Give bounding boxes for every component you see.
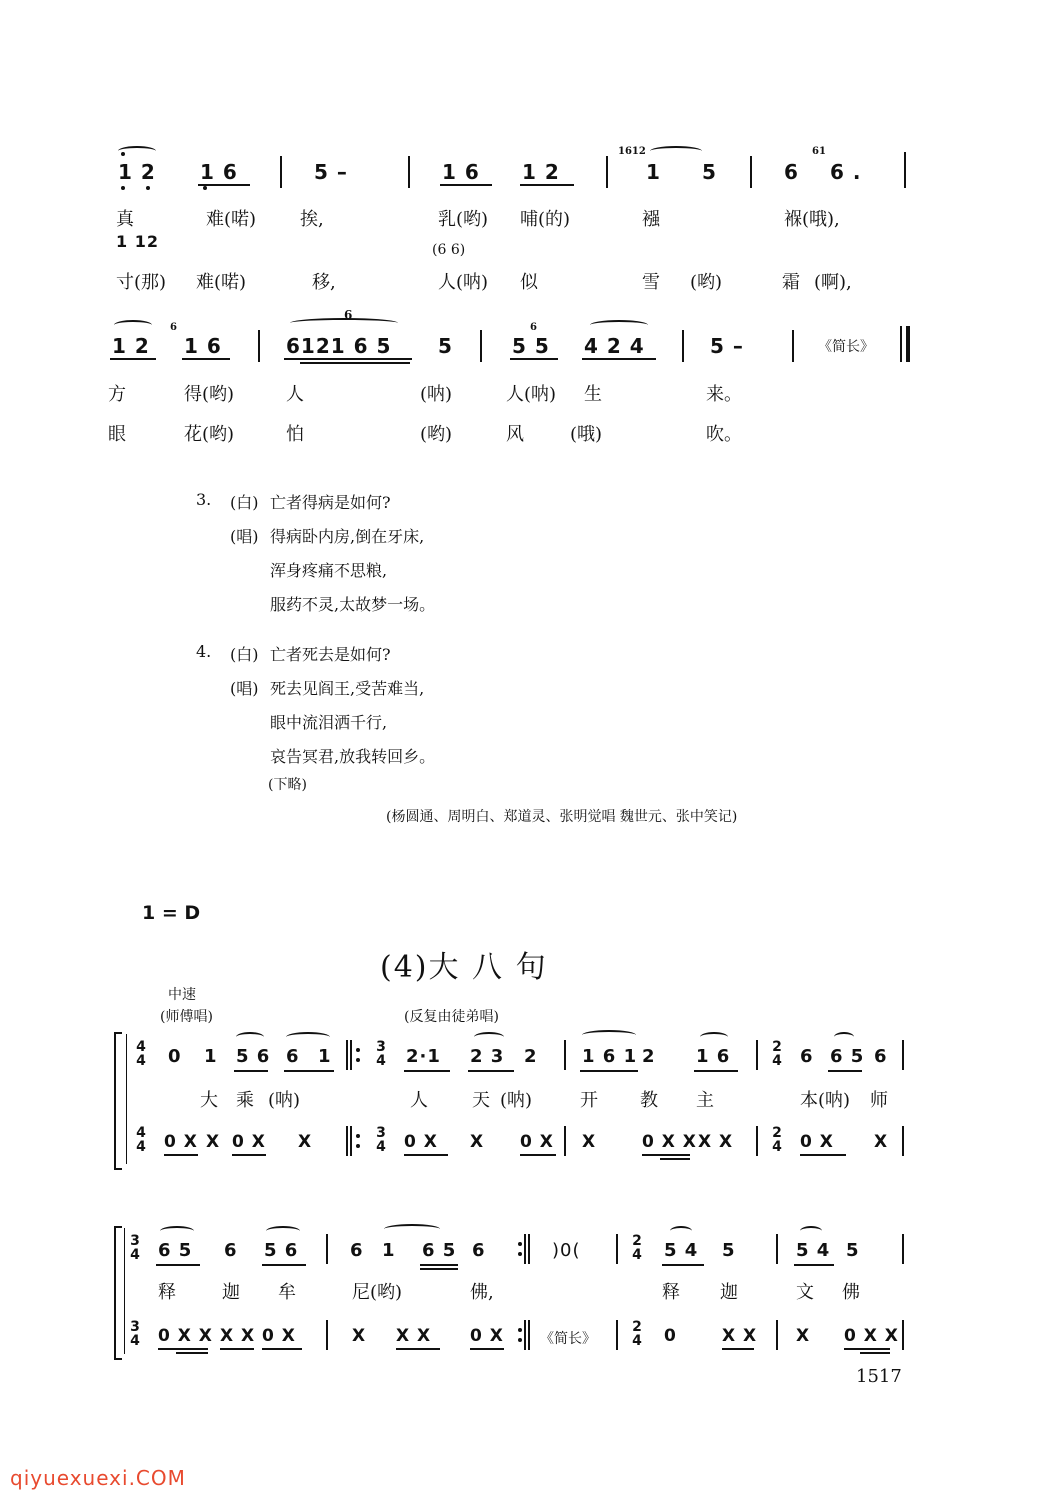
- low-octave-dot: [121, 186, 125, 190]
- note: 0: [168, 1046, 182, 1067]
- underline: [580, 1070, 638, 1072]
- repeat-note: (反复由徒弟唱): [404, 1009, 499, 1025]
- end-bar-line: [900, 326, 902, 362]
- percussion-group: 0 X: [262, 1326, 296, 1346]
- note: 6: [874, 1046, 888, 1067]
- bar-line: [750, 156, 752, 188]
- repeat-bar: [350, 1040, 352, 1070]
- bar-line: [606, 156, 608, 188]
- lyric: 霜: [782, 272, 800, 293]
- underline: [234, 1070, 268, 1072]
- percussion-group: X X: [722, 1326, 758, 1346]
- sung-label: (唱): [230, 679, 259, 698]
- repeat-dot: [356, 1144, 360, 1148]
- lyric: 人(呐): [438, 272, 489, 293]
- note-group: 2 3: [470, 1046, 505, 1067]
- lyric: 佛: [842, 1282, 860, 1303]
- lyric: 文: [796, 1282, 814, 1303]
- underline: [510, 358, 558, 360]
- bar-line: [564, 1040, 566, 1070]
- underline: [158, 1348, 208, 1350]
- underline: [420, 1268, 458, 1270]
- note: 6: [800, 1046, 814, 1067]
- repeat-dot: [518, 1338, 522, 1342]
- underline: [844, 1348, 890, 1350]
- lyric: 得(哟): [184, 384, 235, 405]
- percussion-group: 0 X X: [158, 1326, 213, 1346]
- repeat-bar: [524, 1320, 526, 1350]
- lyric: (呐): [420, 384, 453, 405]
- underline: [470, 1348, 504, 1350]
- end-mark: 《简长》: [540, 1331, 596, 1347]
- underline: [520, 184, 574, 186]
- watermark: qiyuexuexi.COM: [10, 1466, 186, 1490]
- note-group: 1 6: [184, 334, 222, 358]
- underline: [404, 1154, 448, 1156]
- lyric: 生: [584, 384, 602, 405]
- bar-line: [616, 1320, 618, 1350]
- percussion-group: 0 X X: [642, 1132, 697, 1152]
- note-group: 1 6 1: [582, 1046, 638, 1067]
- note-group: 6121 6 5: [286, 334, 392, 358]
- note: 5: [438, 334, 453, 358]
- bar-line: [756, 1126, 758, 1156]
- note: 6: [350, 1240, 364, 1261]
- underline: [520, 1154, 556, 1156]
- tempo-mark: 中速: [168, 987, 196, 1003]
- underline: [284, 358, 412, 360]
- note: 5: [846, 1240, 860, 1261]
- repeat-dot: [518, 1328, 522, 1332]
- underline: [176, 1352, 208, 1354]
- bar-line: [792, 330, 794, 362]
- verse-number: 4.: [196, 642, 212, 661]
- underline: [232, 1154, 266, 1156]
- lyric: 乘: [236, 1090, 254, 1111]
- slur: [650, 146, 702, 156]
- percussion-group: 0 X: [520, 1132, 554, 1152]
- omitted-note: (下略): [268, 777, 307, 793]
- percussion-group: X X: [698, 1132, 734, 1152]
- percussion-group: 0 X: [232, 1132, 266, 1152]
- system-brace: [114, 1226, 122, 1360]
- note: 2: [524, 1046, 538, 1067]
- repeat-dot: [356, 1134, 360, 1138]
- percussion: X: [796, 1326, 811, 1346]
- percussion: X: [874, 1132, 889, 1152]
- note-group: 5 5: [512, 334, 550, 358]
- underline: [468, 1070, 514, 1072]
- slur: [590, 320, 648, 330]
- slur: [286, 1032, 330, 1042]
- underline: [662, 1264, 704, 1266]
- slur: [160, 1226, 194, 1236]
- slur: [290, 318, 398, 328]
- underline: [110, 358, 156, 360]
- underline: [156, 1264, 200, 1266]
- triplet-mark: 6: [344, 308, 353, 322]
- bar-line: [564, 1126, 566, 1156]
- lyric: 哺(的): [520, 209, 571, 230]
- slur: [114, 320, 152, 330]
- underline: [262, 1264, 306, 1266]
- time-signature: 2 4: [632, 1319, 642, 1349]
- lyric: 人: [410, 1090, 428, 1111]
- performer-note: (师傅唱): [160, 1009, 213, 1025]
- sung-line: 眼中流泪洒千行,: [270, 713, 388, 732]
- lyric: 襁: [642, 209, 660, 230]
- spoken-label: (白): [230, 493, 259, 512]
- lyric: 开: [580, 1090, 598, 1111]
- lyric: 乳(哟): [438, 209, 489, 230]
- verse2-notes: (6 6): [432, 242, 466, 258]
- repeat-bar: [524, 1234, 526, 1264]
- bar-line: [902, 1234, 904, 1264]
- underline: [582, 358, 656, 360]
- percussion-group: 0 X X: [844, 1326, 899, 1346]
- grace-notes: 6: [530, 322, 537, 333]
- repeat-dot: [356, 1058, 360, 1062]
- underline: [694, 1070, 738, 1072]
- lyric: 似: [520, 272, 538, 293]
- bar-line: [902, 1320, 904, 1350]
- underline: [396, 1348, 440, 1350]
- underline: [420, 1264, 458, 1266]
- lyric: (啊),: [814, 272, 852, 293]
- lyric: 人: [286, 384, 304, 405]
- lyric: 主: [696, 1090, 714, 1111]
- time-signature: 4 4: [136, 1125, 146, 1155]
- time-signature: 3 4: [376, 1125, 386, 1155]
- credits: (杨圆通、周明白、郑道灵、张明觉唱 魏世元、张中笑记): [386, 809, 738, 825]
- note-group: 6 5: [422, 1240, 457, 1261]
- sung-line: 服药不灵,太故梦一场。: [270, 595, 436, 614]
- repeat-bar: [350, 1126, 352, 1156]
- lyric: 褓(哦),: [784, 209, 840, 230]
- underline: [642, 1154, 690, 1156]
- repeat-bar: [528, 1234, 530, 1264]
- lyric: 花(哟): [184, 424, 235, 445]
- note-group: 2·1: [406, 1046, 441, 1067]
- lyric: 挨,: [300, 209, 324, 230]
- time-signature: 3 4: [376, 1039, 386, 1069]
- lyric: 吹。: [706, 424, 742, 445]
- underline: [220, 1348, 254, 1350]
- percussion-group: 0 X: [470, 1326, 504, 1346]
- note-group: 5 –: [710, 334, 744, 358]
- bar-line: [326, 1320, 328, 1350]
- sung-line: 得病卧内房,倒在牙床,: [270, 527, 425, 546]
- underline: [182, 358, 230, 360]
- note: 6: [224, 1240, 238, 1261]
- percussion: 0: [664, 1326, 677, 1346]
- lyric: 尼(哟): [352, 1282, 403, 1303]
- end-mark: 《简长》: [818, 339, 874, 355]
- bar-line: [616, 1234, 618, 1264]
- grace-notes: 1612: [618, 146, 646, 157]
- bar-line: [480, 330, 482, 362]
- sung-line: 哀告冥君,放我转回乡。: [270, 747, 436, 766]
- underline: [164, 1154, 198, 1156]
- percussion: X: [352, 1326, 367, 1346]
- note: 5: [722, 1240, 736, 1261]
- underline: [284, 1070, 334, 1072]
- lyric: 移,: [312, 272, 336, 293]
- repeat-bar: [346, 1126, 348, 1156]
- underline: [660, 1158, 690, 1160]
- lyric: 难(喏): [196, 272, 247, 293]
- lyric: 大: [200, 1090, 218, 1111]
- underline: [198, 184, 250, 186]
- note-group: 1 2: [112, 334, 150, 358]
- note: 6: [472, 1240, 486, 1261]
- time-signature: 2 4: [772, 1039, 782, 1069]
- note-group: 5 –: [314, 160, 348, 184]
- slur: [670, 1226, 692, 1236]
- note: 1: [646, 160, 661, 184]
- bar-line: [902, 1126, 904, 1156]
- lyric: 迦: [222, 1282, 240, 1303]
- verse2-notes: 1 12: [116, 232, 159, 251]
- note-group: 1 6: [442, 160, 480, 184]
- note-group: 1 6: [696, 1046, 731, 1067]
- sung-line: 浑身疼痛不思粮,: [270, 561, 388, 580]
- slur: [800, 1226, 822, 1236]
- verse-number: 3.: [196, 490, 212, 509]
- underline: [300, 362, 410, 364]
- lyric: 佛,: [470, 1282, 494, 1303]
- spoken-line: 亡者得病是如何?: [270, 493, 391, 512]
- time-signature: 4 4: [136, 1039, 146, 1069]
- sung-line: 死去见阎王,受苦难当,: [270, 679, 425, 698]
- note-group: 1 2: [522, 160, 560, 184]
- bar-line: [326, 1234, 328, 1264]
- bar-line: [776, 1320, 778, 1350]
- bar-line: [904, 152, 906, 188]
- underline: [800, 1154, 846, 1156]
- bar-line: [756, 1040, 758, 1070]
- lyric: 师: [870, 1090, 888, 1111]
- repeat-bar: [528, 1320, 530, 1350]
- paren-rest: )0(: [552, 1240, 581, 1261]
- note: 1: [318, 1046, 332, 1067]
- system-line: [124, 1228, 125, 1354]
- repeat-dot: [518, 1252, 522, 1256]
- lyric: 雪: [642, 272, 660, 293]
- percussion-group: 0 X: [800, 1132, 834, 1152]
- slur: [266, 1226, 300, 1236]
- underline: [828, 1070, 862, 1072]
- lyric: 来。: [706, 384, 742, 405]
- spoken-line: 亡者死去是如何?: [270, 645, 391, 664]
- lyric: 眼: [108, 424, 126, 445]
- lyric: (哦): [570, 424, 603, 445]
- low-octave-dot: [146, 186, 150, 190]
- note: 1: [204, 1046, 218, 1067]
- bar-line: [902, 1040, 904, 1070]
- slur: [700, 1032, 728, 1042]
- underline: [262, 1348, 302, 1350]
- percussion-group: X X: [220, 1326, 256, 1346]
- repeat-dot: [518, 1242, 522, 1246]
- lyric: 寸(那): [116, 272, 167, 293]
- lyric: 天: [472, 1090, 490, 1111]
- lyric: 释: [158, 1282, 176, 1303]
- slur: [474, 1032, 504, 1042]
- key-signature: 1 = D: [142, 902, 201, 924]
- system-brace: [114, 1032, 122, 1170]
- underline: [722, 1348, 754, 1350]
- note: 1: [382, 1240, 396, 1261]
- percussion: X: [206, 1132, 221, 1152]
- slur: [582, 1030, 636, 1040]
- repeat-bar: [346, 1040, 348, 1070]
- grace-notes: 61: [812, 146, 826, 157]
- slur: [834, 1032, 854, 1042]
- lyric: 教: [640, 1090, 658, 1111]
- percussion: X: [582, 1132, 597, 1152]
- lyric: 本(呐): [800, 1090, 851, 1111]
- note: 6: [784, 160, 799, 184]
- slur: [384, 1224, 440, 1234]
- grace-notes: 6: [170, 322, 177, 333]
- bar-line: [776, 1234, 778, 1264]
- note: 6: [286, 1046, 300, 1067]
- end-bar-line-thick: [906, 326, 910, 362]
- note-group: 5 4: [664, 1240, 699, 1261]
- high-octave-dot: [121, 152, 125, 156]
- underline: [440, 184, 492, 186]
- bar-line: [682, 330, 684, 362]
- spoken-label: (白): [230, 645, 259, 664]
- lyric: 人(呐): [506, 384, 557, 405]
- percussion-group: 0 X: [404, 1132, 438, 1152]
- lyric: 迦: [720, 1282, 738, 1303]
- piece-title: (4)大 八 句: [380, 950, 548, 985]
- lyric: 方: [108, 384, 126, 405]
- bar-line: [408, 156, 410, 188]
- time-signature: 3 4: [130, 1319, 140, 1349]
- percussion: X: [298, 1132, 313, 1152]
- time-signature: 2 4: [632, 1233, 642, 1263]
- lyric: (哟): [690, 272, 723, 293]
- lyric: 风: [506, 424, 524, 445]
- lyric: 难(喏): [206, 209, 257, 230]
- low-octave-dot: [203, 186, 207, 190]
- bar-line: [280, 156, 282, 188]
- note-group: 6 5: [830, 1046, 865, 1067]
- lyric: (哟): [420, 424, 453, 445]
- lyric: (呐): [268, 1090, 301, 1111]
- note: 5: [702, 160, 717, 184]
- underline: [860, 1352, 890, 1354]
- lyric: 真: [116, 209, 134, 230]
- note-group: 5 6: [264, 1240, 299, 1261]
- lyric: 牟: [278, 1282, 296, 1303]
- note: 6 .: [830, 160, 862, 184]
- repeat-dot: [356, 1048, 360, 1052]
- note-group: 1 2: [118, 160, 156, 184]
- note-group: 6 5: [158, 1240, 193, 1261]
- lyric: (呐): [500, 1090, 533, 1111]
- note-group: 5 4: [796, 1240, 831, 1261]
- bar-line: [258, 330, 260, 362]
- underline: [404, 1070, 450, 1072]
- time-signature: 2 4: [772, 1125, 782, 1155]
- underline: [794, 1264, 834, 1266]
- note: 2: [642, 1046, 656, 1067]
- time-signature: 3 4: [130, 1233, 140, 1263]
- percussion: X: [470, 1132, 485, 1152]
- lyric: 释: [662, 1282, 680, 1303]
- note-group: 1 6: [200, 160, 238, 184]
- percussion-group: 0 X: [164, 1132, 198, 1152]
- sung-label: (唱): [230, 527, 259, 546]
- note-group: 4 2 4: [584, 334, 645, 358]
- note-group: 5 6: [236, 1046, 271, 1067]
- percussion-group: X X: [396, 1326, 432, 1346]
- page-number: 1517: [856, 1366, 902, 1387]
- system-line: [126, 1034, 127, 1164]
- lyric: 怕: [286, 424, 304, 445]
- slur: [236, 1032, 264, 1042]
